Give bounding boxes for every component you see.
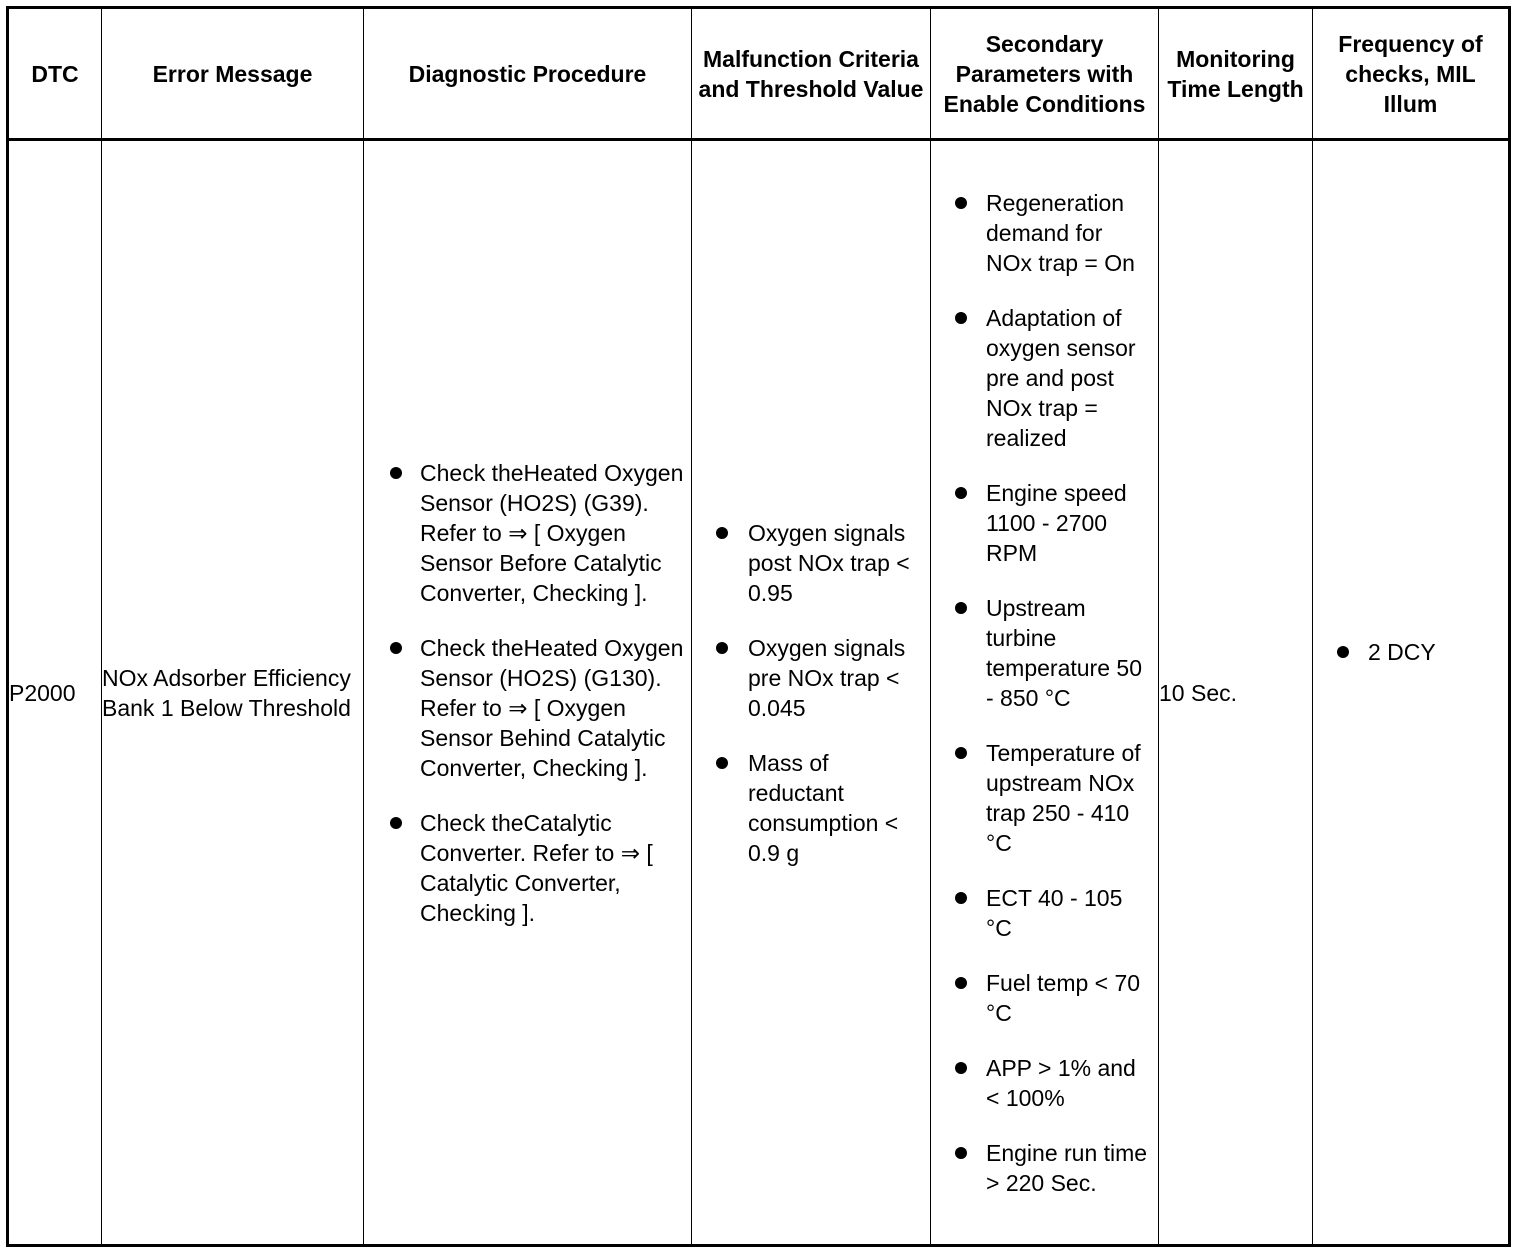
bullet-icon xyxy=(955,892,967,904)
bullet-icon xyxy=(1337,646,1349,658)
bullet-icon xyxy=(955,1062,967,1074)
dtc-table xyxy=(6,6,1511,1247)
cell-diagnostic-procedure xyxy=(364,140,692,1246)
list-item: Regeneration demand for NOx trap = On xyxy=(931,188,1158,278)
list-item: Fuel temp < 70 °C xyxy=(931,968,1158,1028)
bullet-icon xyxy=(955,487,967,499)
bullet-icon xyxy=(955,312,967,324)
list-item: Adaptation of oxygen sensor pre and post NOx trap = realized xyxy=(931,303,1158,453)
cell-error-message: NOx Adsorber Efficiency Bank 1 Below Threshold xyxy=(102,140,364,1246)
list-item: ECT 40 - 105 °C xyxy=(931,883,1158,943)
cell-dtc: P2000 xyxy=(8,140,102,1246)
header-dtc: DTC xyxy=(8,8,102,140)
list-item: APP > 1% and < 100% xyxy=(931,1053,1158,1113)
list-item: Engine speed 1100 - 2700 RPM xyxy=(931,478,1158,568)
bullet-icon xyxy=(955,977,967,989)
list-item: Engine run time > 220 Sec. xyxy=(931,1138,1158,1198)
header-frequency: Frequency of checks, MIL Illum xyxy=(1313,8,1510,140)
list-item: Mass of reductant consumption < 0.9 g xyxy=(692,748,930,868)
list-item: 2 DCY xyxy=(1313,637,1508,667)
list-item: Check theCatalytic Converter. Refer to ⇒ [ Catalytic Converter, Checking ]. xyxy=(364,808,691,928)
list-item: Check theHeated Oxygen Sensor (HO2S) (G130). Refer to ⇒ [ Oxygen Sensor Behind Catalytic Converter, Checking ]. xyxy=(364,633,691,783)
header-error-message: Error Message xyxy=(102,8,364,140)
bullet-icon xyxy=(390,467,402,479)
bullet-icon xyxy=(955,602,967,614)
dtc-document xyxy=(6,6,1511,1247)
list-item: Oxygen signals post NOx trap < 0.95 xyxy=(692,518,930,608)
bullet-icon xyxy=(390,642,402,654)
cell-secondary-parameters xyxy=(931,140,1159,1246)
bullet-icon xyxy=(955,197,967,209)
header-row xyxy=(8,8,1510,140)
malfunction-criteria-list xyxy=(692,518,930,868)
bullet-icon xyxy=(716,757,728,769)
bullet-icon xyxy=(955,1147,967,1159)
list-item: Oxygen signals pre NOx trap < 0.045 xyxy=(692,633,930,723)
bullet-icon xyxy=(390,817,402,829)
header-malfunction-criteria: Malfunction Criteria and Threshold Value xyxy=(692,8,931,140)
frequency-list xyxy=(1313,637,1508,667)
list-item: Check theHeated Oxygen Sensor (HO2S) (G39). Refer to ⇒ [ Oxygen Sensor Before Catalytic Converter, Checking ]. xyxy=(364,458,691,608)
list-item: Temperature of upstream NOx trap 250 - 410 °C xyxy=(931,738,1158,858)
header-monitoring-time: Monitoring Time Length xyxy=(1159,8,1313,140)
cell-malfunction-criteria xyxy=(692,140,931,1246)
header-diagnostic-procedure: Diagnostic Procedure xyxy=(364,8,692,140)
bullet-icon xyxy=(716,642,728,654)
cell-frequency xyxy=(1313,140,1510,1246)
bullet-icon xyxy=(716,527,728,539)
table-row xyxy=(8,140,1510,1246)
cell-monitoring-time: 10 Sec. xyxy=(1159,140,1313,1246)
secondary-parameters-list xyxy=(931,188,1158,1198)
bullet-icon xyxy=(955,747,967,759)
header-secondary-parameters: Secondary Parameters with Enable Conditions xyxy=(931,8,1159,140)
list-item: Upstream turbine temperature 50 - 850 °C xyxy=(931,593,1158,713)
diagnostic-procedure-list xyxy=(364,458,691,928)
